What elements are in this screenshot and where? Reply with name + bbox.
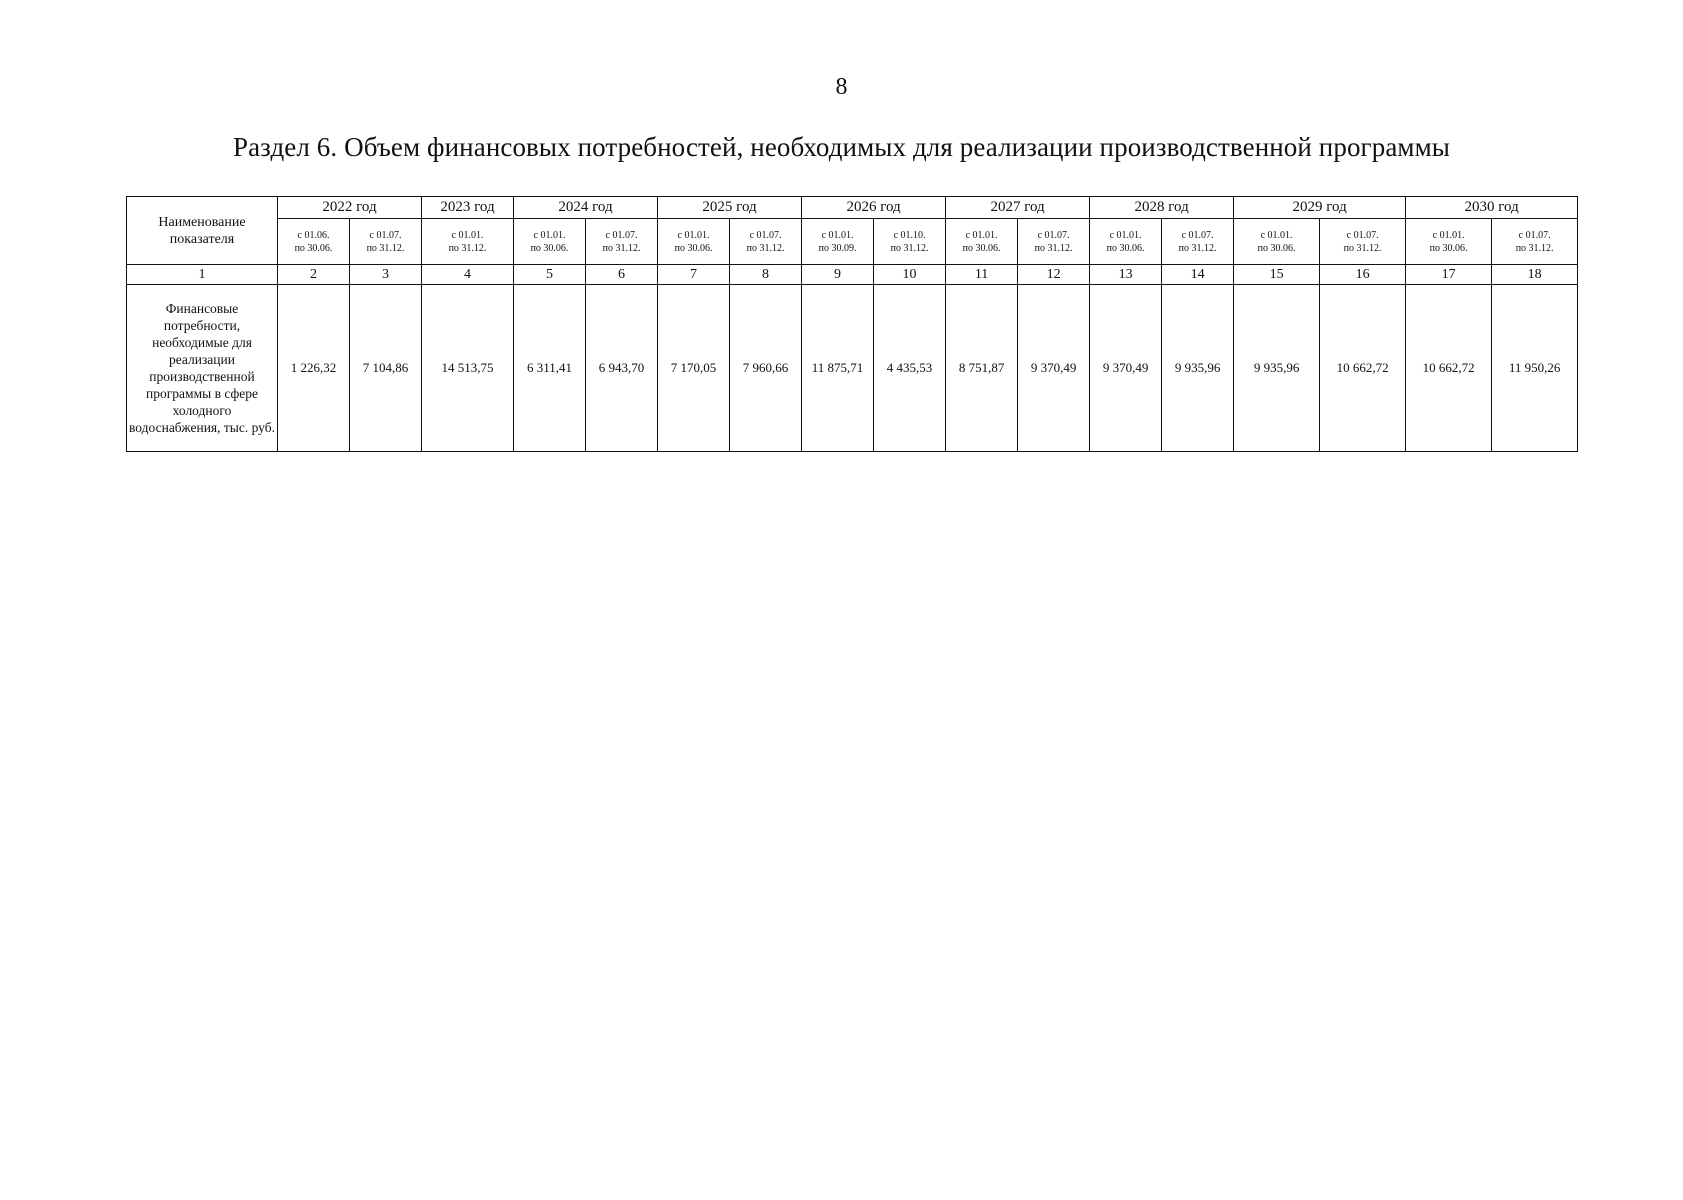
period-end: по 30.06. [1106,242,1145,254]
year-header: 2024 год [514,197,658,219]
period-header [946,219,1018,265]
value-cell: 1 226,32 [278,285,350,452]
column-number: 13 [1090,265,1162,285]
column-number: 4 [422,265,514,285]
indicator-name-header: Наименование показателя [127,197,278,265]
value-cell: 7 960,66 [730,285,802,452]
period-end: по 31.12. [746,242,785,254]
period-end: по 30.06. [530,242,569,254]
period-end: по 30.06. [294,242,333,254]
year-header: 2030 год [1406,197,1578,219]
period-end: по 31.12. [1178,242,1217,254]
period-header [350,219,422,265]
period-start: с 01.07. [605,229,638,241]
period-end: по 31.12. [1034,242,1073,254]
period-start: с 01.01. [965,229,998,241]
period-header [1162,219,1234,265]
value-cell: 7 170,05 [658,285,730,452]
period-header [1320,219,1406,265]
column-number: 9 [802,265,874,285]
column-number: 15 [1234,265,1320,285]
value-cell: 9 935,96 [1234,285,1320,452]
value-cell: 6 311,41 [514,285,586,452]
period-start: с 01.01. [533,229,566,241]
value-cell: 14 513,75 [422,285,514,452]
period-start: с 01.01. [1432,229,1465,241]
year-header: 2028 год [1090,197,1234,219]
period-header [514,219,586,265]
period-header [422,219,514,265]
year-header: 2025 год [658,197,802,219]
period-header [658,219,730,265]
period-header [1090,219,1162,265]
column-number: 12 [1018,265,1090,285]
value-cell: 8 751,87 [946,285,1018,452]
period-start: с 01.01. [821,229,854,241]
period-start: с 01.10. [893,229,926,241]
value-cell: 11 875,71 [802,285,874,452]
period-end: по 31.12. [890,242,929,254]
column-number: 16 [1320,265,1406,285]
financial-needs-table [126,196,1578,452]
column-number: 10 [874,265,946,285]
period-end: по 31.12. [602,242,641,254]
period-header [1492,219,1578,265]
section-title: Раздел 6. Объем финансовых потребностей, необходимых для реализации производственной программы [232,132,1451,162]
period-start: с 01.01. [677,229,710,241]
period-end: по 30.06. [674,242,713,254]
column-number: 1 [127,265,278,285]
column-number: 2 [278,265,350,285]
value-cell: 9 935,96 [1162,285,1234,452]
period-end: по 30.06. [1429,242,1468,254]
period-header-row [127,219,1578,265]
period-start: с 01.07. [1037,229,1070,241]
period-start: с 01.07. [369,229,402,241]
year-header: 2026 год [802,197,946,219]
period-header [874,219,946,265]
value-cell: 7 104,86 [350,285,422,452]
year-header-row [127,197,1578,219]
period-start: с 01.06. [297,229,330,241]
column-number: 7 [658,265,730,285]
period-header [278,219,350,265]
period-start: с 01.07. [1518,229,1551,241]
column-number: 3 [350,265,422,285]
period-end: по 31.12. [1515,242,1554,254]
value-cell: 10 662,72 [1406,285,1492,452]
period-end: по 30.06. [962,242,1001,254]
period-start: с 01.07. [749,229,782,241]
period-end: по 31.12. [1343,242,1382,254]
period-header [1406,219,1492,265]
period-end: по 31.12. [366,242,405,254]
column-number: 5 [514,265,586,285]
period-start: с 01.07. [1181,229,1214,241]
period-end: по 30.09. [818,242,857,254]
year-header: 2023 год [422,197,514,219]
period-start: с 01.01. [1109,229,1142,241]
column-number: 8 [730,265,802,285]
year-header: 2029 год [1234,197,1406,219]
value-cell: 9 370,49 [1018,285,1090,452]
table-row [127,285,1578,452]
period-end: по 30.06. [1257,242,1296,254]
year-header: 2027 год [946,197,1090,219]
column-number-row [127,265,1578,285]
period-start: с 01.01. [1260,229,1293,241]
period-header [802,219,874,265]
value-cell: 6 943,70 [586,285,658,452]
value-cell: 4 435,53 [874,285,946,452]
period-start: с 01.07. [1346,229,1379,241]
column-number: 6 [586,265,658,285]
indicator-name: Финансовые потребности, необходимые для реализации производственной программы в сфере холодного водоснабжения, тыс. руб. [127,285,278,452]
value-cell: 10 662,72 [1320,285,1406,452]
period-header [1018,219,1090,265]
period-start: с 01.01. [451,229,484,241]
period-header [1234,219,1320,265]
column-number: 18 [1492,265,1578,285]
value-cell: 9 370,49 [1090,285,1162,452]
column-number: 11 [946,265,1018,285]
period-header [586,219,658,265]
column-number: 17 [1406,265,1492,285]
value-cell: 11 950,26 [1492,285,1578,452]
page-number: 8 [835,74,848,100]
year-header: 2022 год [278,197,422,219]
column-number: 14 [1162,265,1234,285]
period-end: по 31.12. [448,242,487,254]
period-header [730,219,802,265]
